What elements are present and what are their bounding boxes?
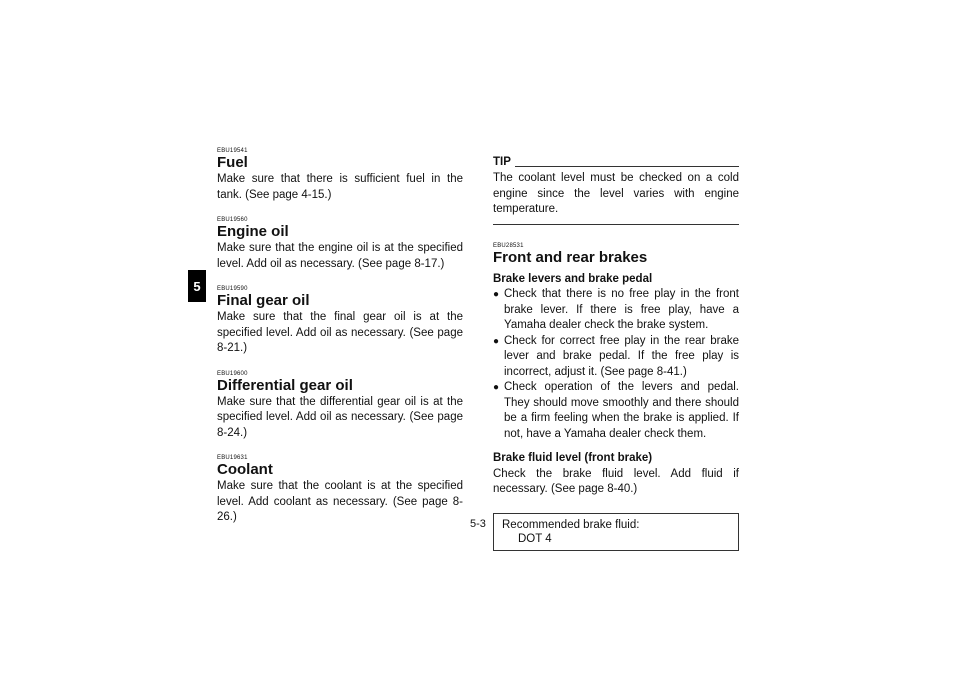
right-column xyxy=(493,156,739,551)
tip-label: TIP xyxy=(493,156,511,168)
list-item xyxy=(493,380,739,442)
page-number: 5-3 xyxy=(470,518,486,530)
tip-header xyxy=(493,156,739,169)
list-item xyxy=(493,287,739,334)
section-body: Make sure that the final gear oil is at the specified level. Add oil as necessary. (See page 8-21.) xyxy=(217,311,463,354)
tip-box xyxy=(493,156,739,225)
list-item-text: Check that there is no free play in the front brake lever. If there is free play, have a Yamaha dealer check the brake system. xyxy=(504,288,739,331)
bullet-icon: ● xyxy=(493,382,500,393)
section-code: EBU28531 xyxy=(493,242,524,249)
spec-box xyxy=(493,513,739,551)
subhead-levers: Brake levers and brake pedal xyxy=(493,272,653,285)
section-body: Make sure that the differential gear oil is at the specified level. Add oil as necessary. (See page 8-24.) xyxy=(217,395,463,439)
section-code: EBU19631 xyxy=(217,455,248,461)
section-code: EBU19600 xyxy=(217,370,248,377)
section-title: Final gear oil xyxy=(217,292,310,309)
section-title: Coolant xyxy=(217,461,273,478)
section-body: Make sure that there is sufficient fuel in the tank. (See page 4-15.) xyxy=(217,173,463,201)
bullet-list xyxy=(493,287,739,442)
spec-value: DOT 4 xyxy=(518,532,552,545)
section-engine-oil xyxy=(217,217,463,272)
section-body: Make sure that the engine oil is at the specified level. Add oil as necessary. (See page 8-17.) xyxy=(217,242,463,270)
section-title: Differential gear oil xyxy=(217,376,353,394)
subhead-fluid: Brake fluid level (front brake) xyxy=(493,452,653,464)
section-differential-gear-oil xyxy=(217,371,463,442)
spec-label: Recommended brake fluid: xyxy=(502,518,640,531)
list-item-text: Check operation of the levers and pedal. They should move smoothly and there should be a firm feeling when the brake is applied. If not, have a Yamaha dealer check them. xyxy=(504,381,739,440)
left-column xyxy=(217,148,463,540)
section-code: EBU19541 xyxy=(217,148,248,154)
tip-end-rule xyxy=(493,224,739,225)
section-code: EBU19560 xyxy=(217,217,248,223)
bullet-icon: ● xyxy=(493,335,500,347)
section-body: Make sure that the coolant is at the specified level. Add coolant as necessary. (See page 8-26.) xyxy=(217,480,463,523)
section-code: EBU19590 xyxy=(217,286,248,292)
bullet-icon: ● xyxy=(493,289,500,300)
chapter-tab: 5 xyxy=(188,270,206,302)
section-fuel xyxy=(217,148,463,203)
tip-rule xyxy=(515,166,739,167)
section-final-gear-oil xyxy=(217,286,463,357)
section-title-brakes: Front and rear brakes xyxy=(493,248,648,266)
section-coolant xyxy=(217,455,463,526)
section-title: Engine oil xyxy=(217,223,289,240)
list-item xyxy=(493,334,739,381)
section-title: Fuel xyxy=(217,154,248,171)
list-item-text: Check for correct free play in the rear brake lever and brake pedal. If the free play is incorrect, adjust it. (See page 8-41.) xyxy=(504,334,739,378)
fluid-text: Check the brake fluid level. Add fluid if necessary. (See page 8-40.) xyxy=(493,467,739,495)
tip-text: The coolant level must be checked on a cold engine since the level varies with engine temperature. xyxy=(493,172,739,215)
